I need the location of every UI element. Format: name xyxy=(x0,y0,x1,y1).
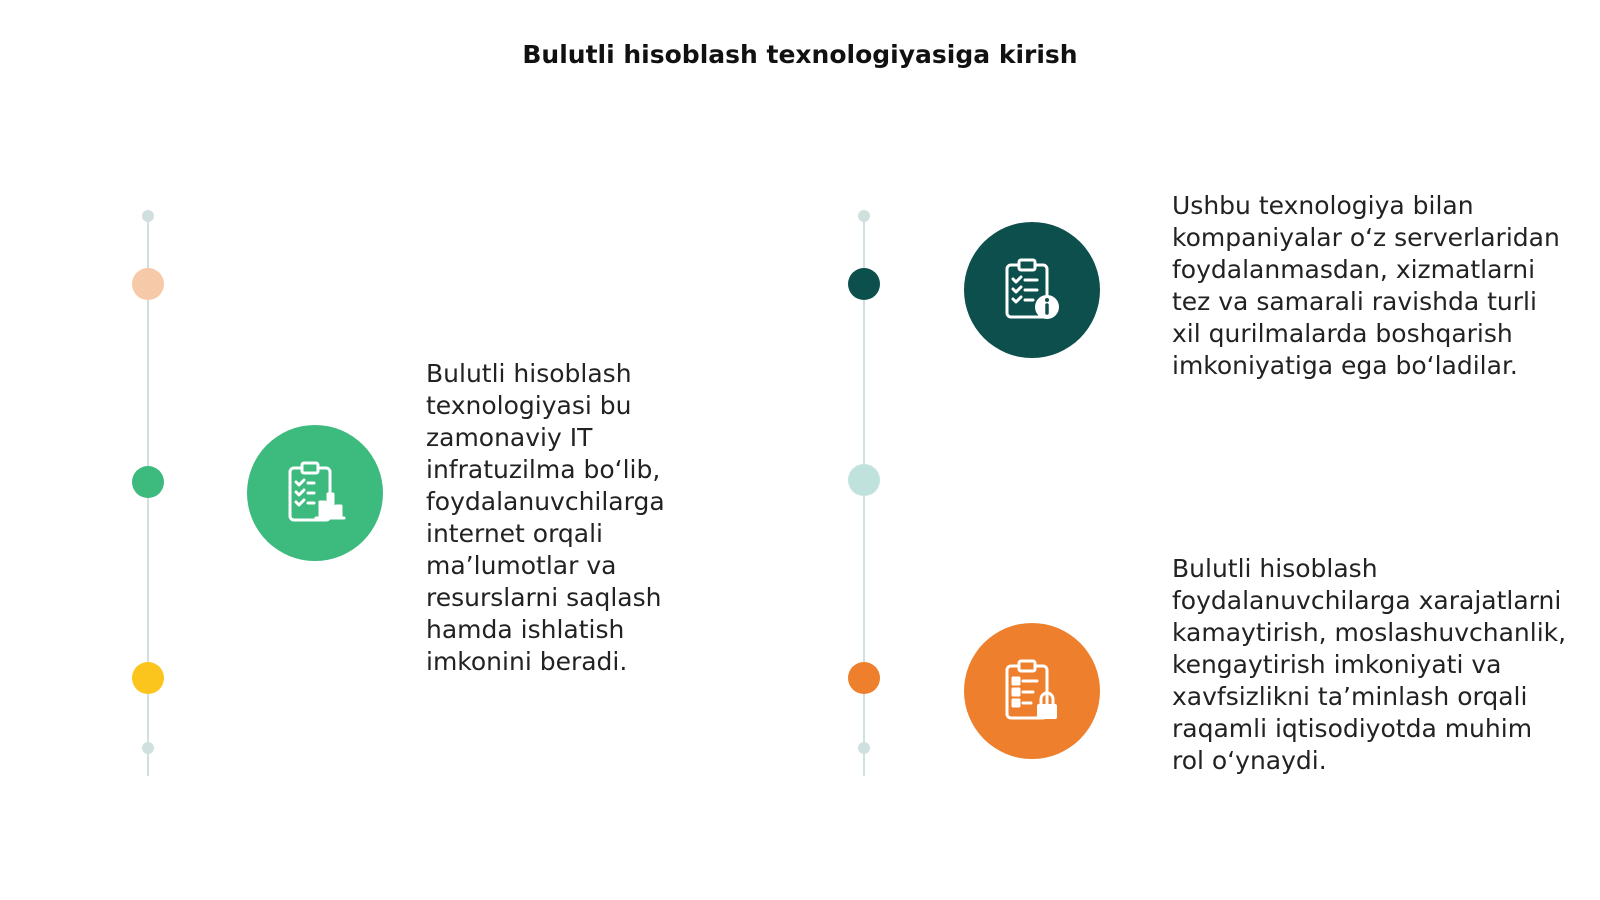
page-title: Bulutli hisoblash texnologiyasiga kirish xyxy=(522,40,1078,69)
timeline-endcap xyxy=(142,210,154,222)
timeline-dot-peach xyxy=(132,268,164,300)
timeline-dot-orange xyxy=(848,662,880,694)
timeline-dot-dark-teal xyxy=(848,268,880,300)
timeline-dot-green xyxy=(132,466,164,498)
left-timeline xyxy=(128,216,168,776)
timeline-dot-light-teal xyxy=(848,464,880,496)
clipboard-info-icon xyxy=(964,222,1100,358)
item-description-1: Bulutli hisoblash texnologiyasi bu zamonaviy IT infratuzilma bo‘lib, foydalanuvchilarga internet orqali ma’lumotlar va resurslarni saqlash hamda ishlatish imkonini beradi. xyxy=(426,359,665,676)
timeline-dot-yellow xyxy=(132,662,164,694)
right-timeline xyxy=(844,216,884,776)
item-description-2: Ushbu texnologiya bilan kompaniyalar o‘z serverlaridan foydalanmasdan, xizmatlarni tez va samarali ravishda turli xil qurilmalarda boshqarish imkoniyatiga ega bo‘ladilar. xyxy=(1172,191,1560,380)
clipboard-chart-icon xyxy=(247,425,383,561)
timeline-endcap xyxy=(858,210,870,222)
clipboard-lock-icon xyxy=(964,623,1100,759)
timeline-endcap xyxy=(858,742,870,754)
timeline-endcap xyxy=(142,742,154,754)
item-description-3: Bulutli hisoblash foydalanuvchilarga xarajatlarni kamaytirish, moslashuvchanlik, kengaytirish imkoniyati va xavfsizlikni ta’minlash orqali raqamli iqtisodiyotda muhim rol o‘ynaydi. xyxy=(1172,554,1567,775)
